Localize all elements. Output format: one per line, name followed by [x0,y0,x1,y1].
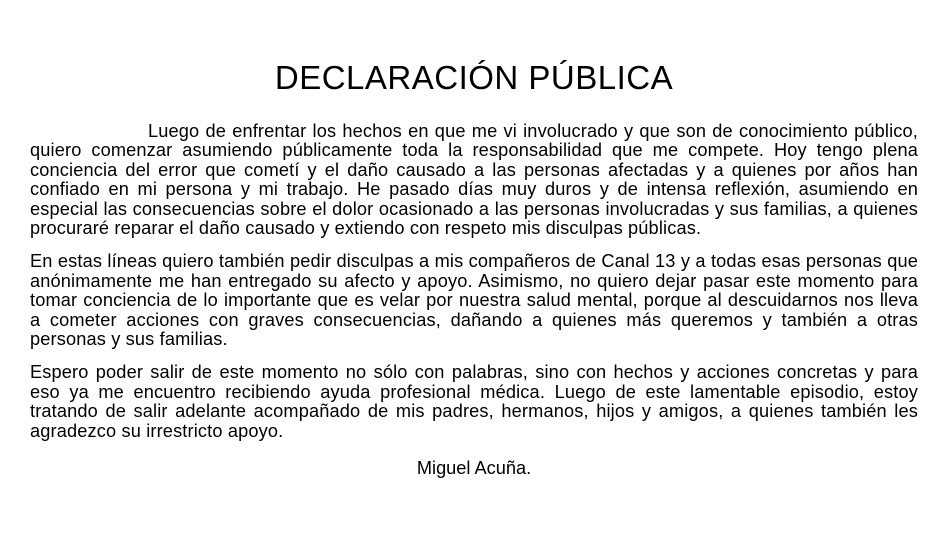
paragraph-2: En estas líneas quiero también pedir disculpas a mis compañeros de Canal 13 y a todas esas personas que anónimamente me han entregado su afecto y apoyo. Asimismo, no quiero dejar pasar este momento para tomar conciencia de lo importante que es velar por nuestra salud mental, porque al descuidarnos nos lleva a cometer acciones con graves consecuencias, dañando a quienes más queremos y también a otras personas y sus familias. [30,251,918,350]
document-body [30,122,918,441]
paragraph-3: Espero poder salir de este momento no sólo con palabras, sino con hechos y acciones concretas y para eso ya me encuentro recibiendo ayuda profesional médica. Luego de este lamentable episodio, estoy tratando de salir adelante acompañado de mis padres, hermanos, hijos y amigos, a quienes también les agradezco su irrestricto apoyo. [30,362,918,441]
paragraph-1: Luego de enfrentar los hechos en que me vi involucrado y que son de conocimiento público, quiero comenzar asumiendo públicamente toda la responsabilidad que me compete. Hoy tengo plena conciencia del error que cometí y el daño causado a las personas afectadas y a quienes por años han confiado en mi persona y mi trabajo. He pasado días muy duros y de intensa reflexión, asumiendo en especial las consecuencias sobre el dolor ocasionado a las personas involucradas y sus familias, a quienes procuraré reparar el daño causado y extiendo con respeto mis disculpas públicas. [30,121,918,239]
signature: Miguel Acuña. [416,458,532,479]
document-title: DECLARACIÓN PÚBLICA [274,59,674,96]
